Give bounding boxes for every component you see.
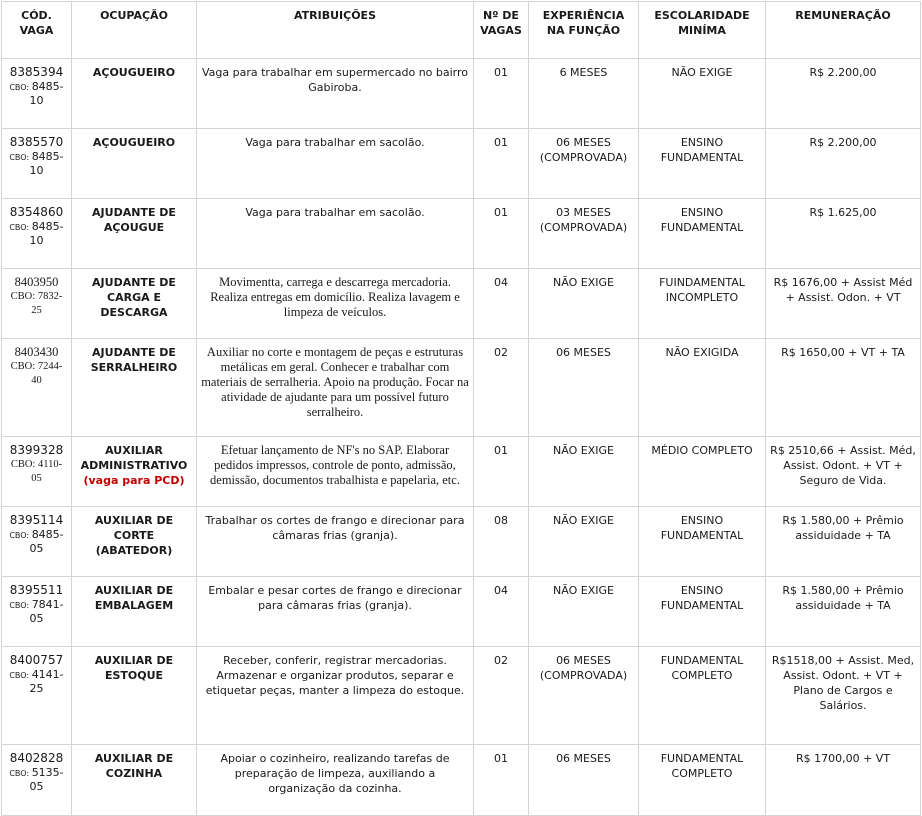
salary-cell: R$ 2510,66 + Assist. Méd, Assist. Odont. + VT + Seguro de Vida. — [766, 437, 921, 507]
experience-cell: NÃO EXIGE — [529, 269, 639, 339]
vacancies-cell: 01 — [474, 59, 529, 129]
education-cell: FUINDAMENTAL INCOMPLETO — [639, 269, 766, 339]
vacancies-cell: 02 — [474, 339, 529, 437]
duties-cell: Efetuar lançamento de NF's no SAP. Elaborar pedidos impressos, controle de ponto, admissão, demissão, documentos trabalhista e papelaria, etc. — [197, 437, 474, 507]
experience-cell: 06 MESES — [529, 339, 639, 437]
job-code: 8399328 — [9, 443, 64, 457]
cbo-number: 7841-05 — [29, 598, 64, 625]
job-code: 8402828 — [9, 751, 64, 765]
education-cell: FUNDAMENTAL COMPLETO — [639, 647, 766, 745]
cbo-code — [6, 458, 67, 486]
job-code-cell — [2, 339, 72, 437]
vacancies-cell: 04 — [474, 269, 529, 339]
vacancies-cell: 01 — [474, 745, 529, 816]
experience-cell: 6 MESES — [529, 59, 639, 129]
header-vacancies: Nº DE VAGAS — [474, 2, 529, 59]
job-code: 8385570 — [9, 135, 64, 149]
duties-cell: Embalar e pesar cortes de frango e direcionar para câmaras frias (granja). — [197, 577, 474, 647]
occupation-cell: AJUDANTE DE SERRALHEIRO — [72, 339, 197, 437]
salary-cell: R$ 2.200,00 — [766, 59, 921, 129]
table-row — [2, 507, 921, 577]
cbo-code — [6, 766, 67, 794]
table-row — [2, 745, 921, 816]
table-header-row — [2, 2, 921, 59]
header-duties: ATRIBUIÇÕES — [197, 2, 474, 59]
table-row — [2, 129, 921, 199]
cbo-code — [6, 290, 67, 318]
education-cell: NÃO EXIGE — [639, 59, 766, 129]
duties-cell: Receber, conferir, registrar mercadorias. Armazenar e organizar produtos, separar e etiquetar peças, manter a limpeza do estoque. — [197, 647, 474, 745]
cbo-prefix: CBO: — [10, 291, 36, 302]
cbo-prefix: CBO: — [9, 153, 30, 162]
cbo-number: 8485-05 — [29, 528, 64, 555]
occupation-cell: AÇOUGUEIRO — [72, 59, 197, 129]
table-row — [2, 647, 921, 745]
table-row — [2, 59, 921, 129]
cbo-number: 8485-10 — [29, 150, 64, 177]
header-education: ESCOLARIDADE MINÍMA — [639, 2, 766, 59]
salary-cell: R$ 1700,00 + VT — [766, 745, 921, 816]
cbo-code — [6, 80, 67, 108]
duties-cell: Movimentta, carrega e descarrega mercadoria. Realiza entregas em domicílio. Realiza lavagem e limpeza de veículos. — [197, 269, 474, 339]
salary-cell: R$ 1676,00 + Assist Méd + Assist. Odon. + VT — [766, 269, 921, 339]
job-code-cell — [2, 59, 72, 129]
salary-cell: R$ 1.625,00 — [766, 199, 921, 269]
job-code: 8403950 — [14, 275, 59, 289]
cbo-prefix: CBO: — [9, 223, 30, 232]
header-experience: EXPERIÊNCIA NA FUNÇÃO — [529, 2, 639, 59]
education-cell: ENSINO FUNDAMENTAL — [639, 129, 766, 199]
job-code-cell — [2, 269, 72, 339]
cbo-number: 8485-10 — [29, 220, 64, 247]
vacancies-cell: 01 — [474, 129, 529, 199]
job-code-cell — [2, 437, 72, 507]
education-cell: ENSINO FUNDAMENTAL — [639, 199, 766, 269]
cbo-prefix: CBO: — [9, 83, 30, 92]
cbo-code — [6, 360, 67, 388]
job-code: 8395114 — [9, 513, 64, 527]
table-row — [2, 269, 921, 339]
education-cell: FUNDAMENTAL COMPLETO — [639, 745, 766, 816]
cbo-number: 5135-05 — [29, 766, 64, 793]
vacancies-cell: 08 — [474, 507, 529, 577]
header-occupation: OCUPAÇÃO — [72, 2, 197, 59]
job-code: 8385394 — [9, 65, 64, 79]
experience-cell: NÃO EXIGE — [529, 507, 639, 577]
duties-cell: Vaga para trabalhar em sacolão. — [197, 129, 474, 199]
table-row — [2, 577, 921, 647]
cbo-code — [6, 220, 67, 248]
vacancies-cell: 02 — [474, 647, 529, 745]
header-code: CÓD. VAGA — [2, 2, 72, 59]
experience-cell: 06 MESES (COMPROVADA) — [529, 129, 639, 199]
cbo-prefix: CBO: — [9, 531, 30, 540]
occupation-cell: AJUDANTE DE AÇOUGUE — [72, 199, 197, 269]
cbo-prefix: CBO: — [9, 671, 30, 680]
cbo-code — [6, 668, 67, 696]
job-vacancies-table — [1, 1, 921, 816]
cbo-prefix: CBO: — [9, 601, 30, 610]
cbo-prefix: CBO: — [10, 459, 36, 470]
pcd-note: (vaga para PCD) — [83, 474, 185, 487]
salary-cell: R$ 2.200,00 — [766, 129, 921, 199]
experience-cell: 06 MESES — [529, 745, 639, 816]
salary-cell: R$ 1650,00 + VT + TA — [766, 339, 921, 437]
job-code: 8395511 — [9, 583, 64, 597]
cbo-prefix: CBO: — [9, 769, 30, 778]
experience-cell: 03 MESES (COMPROVADA) — [529, 199, 639, 269]
cbo-number: 7832-25 — [31, 291, 63, 316]
occupation-cell: AÇOUGUEIRO — [72, 129, 197, 199]
table-row — [2, 437, 921, 507]
cbo-code — [6, 150, 67, 178]
job-code: 8354860 — [9, 205, 64, 219]
salary-cell: R$ 1.580,00 + Prêmio assiduidade + TA — [766, 577, 921, 647]
occupation-title: AUXILIAR ADMINISTRATIVO — [80, 444, 188, 472]
experience-cell: NÃO EXIGE — [529, 437, 639, 507]
duties-cell: Auxiliar no corte e montagem de peças e estruturas metálicas em geral. Conhecer e trabalhar com materiais de serralheria. Apoio na produção. Focar na atividade de ajudante para um possível futuro serralheiro. — [197, 339, 474, 437]
cbo-prefix: CBO: — [10, 361, 36, 372]
duties-cell: Vaga para trabalhar em sacolão. — [197, 199, 474, 269]
cbo-number: 7244-40 — [31, 361, 63, 386]
cbo-code — [6, 528, 67, 556]
education-cell: MÉDIO COMPLETO — [639, 437, 766, 507]
job-code: 8403430 — [14, 345, 59, 359]
experience-cell: NÃO EXIGE — [529, 577, 639, 647]
occupation-cell: AUXILIAR DE EMBALAGEM — [72, 577, 197, 647]
duties-cell: Trabalhar os cortes de frango e direcionar para câmaras frias (granja). — [197, 507, 474, 577]
job-code-cell — [2, 647, 72, 745]
occupation-cell: AUXILIAR DE COZINHA — [72, 745, 197, 816]
table-row — [2, 339, 921, 437]
job-code-cell — [2, 129, 72, 199]
table-row — [2, 199, 921, 269]
occupation-cell: AJUDANTE DE CARGA E DESCARGA — [72, 269, 197, 339]
salary-cell: R$1518,00 + Assist. Med, Assist. Odont. + VT + Plano de Cargos e Salários. — [766, 647, 921, 745]
job-code-cell — [2, 199, 72, 269]
cbo-number: 4110-05 — [31, 459, 63, 484]
header-salary: REMUNERAÇÃO — [766, 2, 921, 59]
cbo-number: 8485-10 — [29, 80, 64, 107]
job-code-cell — [2, 745, 72, 816]
vacancies-cell: 01 — [474, 199, 529, 269]
job-code: 8400757 — [9, 653, 64, 667]
job-code-cell — [2, 577, 72, 647]
occupation-cell: AUXILIAR DE CORTE (ABATEDOR) — [72, 507, 197, 577]
education-cell: NÃO EXIGIDA — [639, 339, 766, 437]
education-cell: ENSINO FUNDAMENTAL — [639, 577, 766, 647]
cbo-code — [6, 598, 67, 626]
vacancies-cell: 01 — [474, 437, 529, 507]
salary-cell: R$ 1.580,00 + Prêmio assiduidade + TA — [766, 507, 921, 577]
duties-cell: Apoiar o cozinheiro, realizando tarefas de preparação de limpeza, auxiliando a organização da cozinha. — [197, 745, 474, 816]
education-cell: ENSINO FUNDAMENTAL — [639, 507, 766, 577]
occupation-cell — [72, 437, 197, 507]
vacancies-cell: 04 — [474, 577, 529, 647]
duties-cell: Vaga para trabalhar em supermercado no bairro Gabiroba. — [197, 59, 474, 129]
job-code-cell — [2, 507, 72, 577]
occupation-cell: AUXILIAR DE ESTOQUE — [72, 647, 197, 745]
experience-cell: 06 MESES (COMPROVADA) — [529, 647, 639, 745]
cbo-number: 4141-25 — [29, 668, 64, 695]
